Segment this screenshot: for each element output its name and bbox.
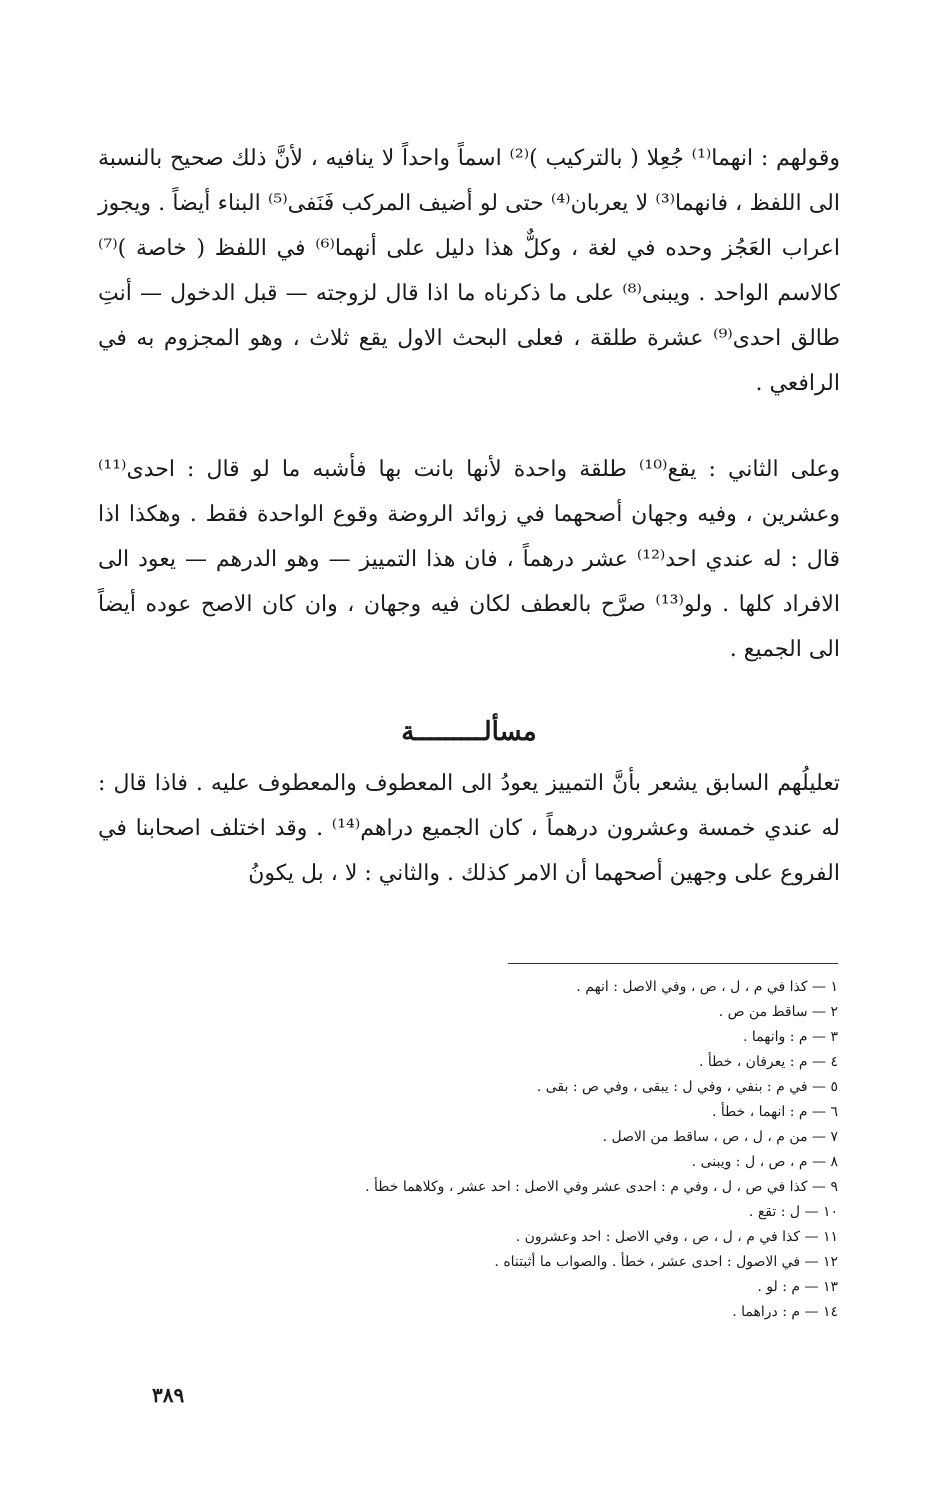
footnote-9: ٩ — كذا في ص ، ل ، وفي م : احدى عشر وفي الاصل : احد عشر ، وكلاهما خطأ . [365, 1179, 838, 1195]
paragraph-3-text: تعليلُهم السابق يشعر بأنَّ التمييز يعودُ الى المعطوف والمعطوف عليه . فاذا قال : له عندي خمسة وعشرون درهماً ، كان الجميع دراهم⁽¹⁴⁾ . وقد اختلف اصحابنا في الفروع على وجهين أصحهما أن الامر كذلك . والثاني : لا ، بل يكونُ [98, 771, 840, 886]
footnote-4: ٤ — م : يعرفان ، خطأ . [698, 1054, 838, 1070]
footnote-3: ٣ — م : وانهما . [743, 1029, 838, 1045]
footnote-11: ١١ — كذا في م ، ل ، ص ، وفي الاصل : احد وعشرون . [515, 1229, 838, 1245]
section-heading: مسألـــــــــة [401, 717, 537, 747]
paragraph-2-text: وعلى الثاني : يقع⁽¹⁰⁾ طلقة واحدة لأنها بانت بها فأشبه ما لو قال : احدى⁽¹¹⁾ وعشرين ، وفيه وجهان أصحهما في زوائد الروضة وقوع الواحدة فقط . وهكذا اذا قال : له عندي احد⁽¹²⁾ عشر درهماً ، فان هذا التمييز — وهو الدرهم — يعود الى الافراد كلها . ولو⁽¹³⁾ صرَّح بالعطف لكان فيه وجهان ، وان كان الاصح عوده أيضاً الى الجميع . [98, 457, 840, 662]
footnote-2: ٢ — ساقط من ص . [718, 1004, 838, 1020]
paragraph-1-text: وقولهم : انهما⁽¹⁾ جُعِلا ( بالتركيب )⁽²⁾ اسماً واحداً لا ينافيه ، لأنَّ ذلك صحيح بالنسبة الى اللفظ ، فانهما⁽³⁾ لا يعربان⁽⁴⁾ حتى لو أضيف المركب فَنَفى⁽⁵⁾ البناء أيضاً . ويجوز اعراب العَجُز وحده في لغة ، وكلٌّ هذا دليل على أنهما⁽⁶⁾ في اللفظ ( خاصة )⁽⁷⁾ كالاسم الواحد . ويبنى⁽⁸⁾ على ما ذكرناه ما اذا قال لزوجته — قبل الدخول — أنتِ طالق احدى⁽⁹⁾ عشرة طلقة ، فعلى البحث الاول يقع ثلاث ، وهو المجزوم به في الرافعي . [98, 146, 840, 396]
footnote-13: ١٣ — م : لو . [757, 1279, 838, 1295]
footnote-1: ١ — كذا في م ، ل ، ص ، وفي الاصل : انهم . [576, 979, 838, 995]
paragraph-3 [98, 761, 840, 896]
footnotes-list [278, 975, 838, 1325]
page-number: ٣٨٩ [152, 1383, 185, 1407]
footnote-6: ٦ — م : انهما ، خطأ . [711, 1104, 838, 1120]
paragraph-1 [98, 136, 840, 406]
footnote-divider [508, 963, 838, 964]
footnote-14: ١٤ — م : دراهما . [732, 1304, 838, 1320]
footnote-10: ١٠ — ل : تقع . [748, 1204, 838, 1220]
paragraph-2 [98, 447, 840, 672]
footnote-8: ٨ — م ، ص ، ل : ويبنى . [691, 1154, 838, 1170]
footnote-7: ٧ — من م ، ل ، ص ، ساقط من الاصل . [602, 1129, 838, 1145]
footnote-5: ٥ — في م : بنفي ، وفي ل : يبقى ، وفي ص : بقى . [536, 1079, 838, 1095]
footnote-12: ١٢ — في الاصول : احدى عشر ، خطأ . والصواب ما أثبتناه . [494, 1254, 838, 1270]
